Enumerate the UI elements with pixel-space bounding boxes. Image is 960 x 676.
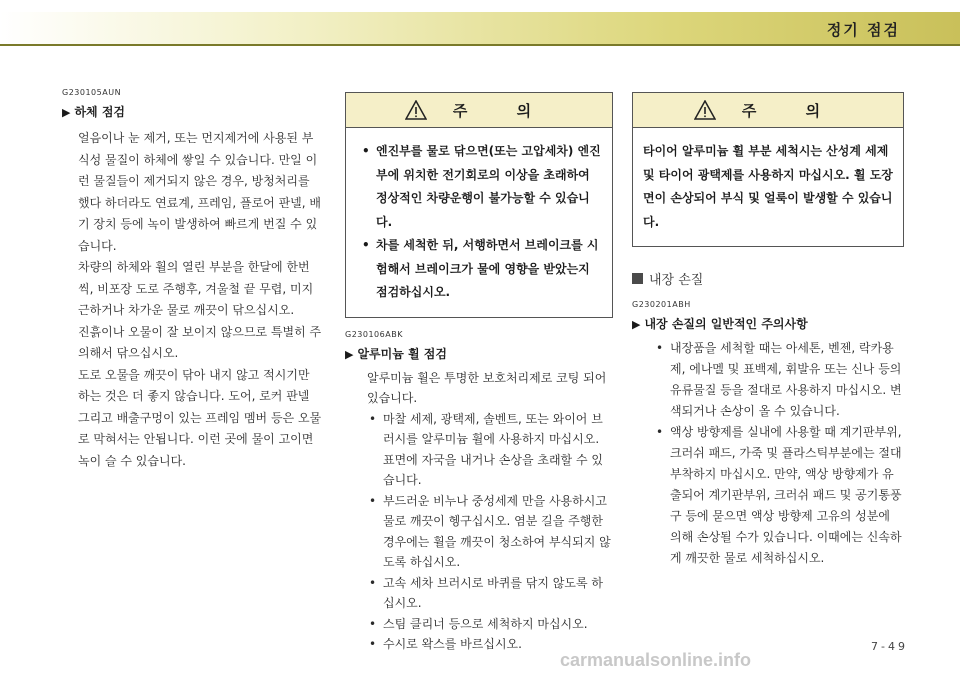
triangle-bullet-icon: ▶ bbox=[632, 318, 641, 331]
warning-triangle-icon bbox=[694, 100, 716, 120]
caution-label: 주 의 bbox=[452, 101, 554, 120]
section-code: G230106ABK bbox=[345, 329, 403, 339]
caution-body bbox=[633, 128, 903, 246]
section-heading bbox=[62, 103, 324, 120]
section-heading-text: 알루미늄 휠 점검 bbox=[357, 346, 447, 361]
page-number: 7-49 bbox=[871, 640, 908, 653]
right-column bbox=[632, 92, 904, 569]
caution-item: • 엔진부를 물로 닦으면(또는 고압세차) 엔진부에 위치한 전기회로의 이상을 초래하여 정상적인 차량운행이 불가능할 수 있습니다. bbox=[360, 140, 602, 234]
square-bullet-icon bbox=[632, 273, 643, 284]
list-item: • 내장품을 세척할 때는 아세톤, 벤젠, 락카용제, 에나멜 및 표백제, 휘발유 또는 신나 등의 유류물질 등을 절대로 사용하지 마십시오. 변색되거나 손상이 올 수 있습니다. bbox=[654, 338, 904, 422]
caution-body bbox=[346, 128, 612, 317]
section-code: G230201ABH bbox=[632, 300, 691, 309]
list-item: • 고속 세차 브러시로 바퀴를 닦지 않도록 하십시오. bbox=[367, 573, 613, 614]
list-item: • 부드러운 비누나 중성세제 만을 사용하시고 물로 깨끗이 헹구십시오. 염분 길을 주행한 경우에는 휠을 깨끗이 청소하여 부식되지 않도록 하십시오. bbox=[367, 491, 613, 573]
paragraph: 도로 오물을 깨끗이 닦아 내지 않고 적시기만 하는 것은 더 좋지 않습니다. 도어, 로커 판넬 그리고 배출구멍이 있는 프레임 멤버 등은 오물로 막혀서는 안됩니다. 이런 곳에 물이 고이면 녹이 슬 수 있습니다. bbox=[78, 367, 322, 468]
list-item: • 마찰 세제, 광택제, 솔벤트, 또는 와이어 브러시를 알루미늄 휠에 사용하지 마십시오. 표면에 자국을 내거나 손상을 초래할 수 있습니다. bbox=[367, 409, 613, 491]
triangle-bullet-icon: ▶ bbox=[62, 106, 71, 119]
list-item: • 수시로 왁스를 바르십시오. bbox=[367, 634, 613, 655]
section-title bbox=[632, 269, 904, 288]
section-body bbox=[632, 338, 904, 569]
caution-item: • 차를 세척한 뒤, 서행하면서 브레이크를 시험해서 브레이크가 물에 영향을 받았는지 점검하십시오. bbox=[360, 234, 602, 305]
section-heading-text: 하체 점검 bbox=[74, 105, 126, 119]
caution-text: 타이어 알루미늄 휠 부분 세척시는 산성계 세제 및 타이어 광택제를 사용하지 마십시오. 휠 도장면이 손상되어 부식 및 얼룩이 발생할 수 있습니다. bbox=[643, 144, 893, 229]
list-item: • 스팀 클리너 등으로 세척하지 마십시오. bbox=[367, 614, 613, 635]
caution-box bbox=[345, 92, 613, 318]
watermark-text: carmanualsonline.info bbox=[560, 650, 752, 670]
triangle-bullet-icon: ▶ bbox=[345, 347, 354, 361]
section-body bbox=[62, 128, 324, 472]
section-title-text: 내장 손질 bbox=[649, 273, 704, 288]
header-divider bbox=[0, 44, 960, 46]
paragraph: 차량의 하체와 휠의 열린 부분을 한달에 한번씩, 비포장 도로 주행후, 겨울철 끝 무렵, 미지근하거나 차가운 물로 깨끗이 닦으십시오. bbox=[78, 260, 314, 317]
caution-header bbox=[633, 93, 903, 128]
section-heading bbox=[345, 345, 613, 362]
paragraph: 진흙이나 오물이 잘 보이지 않으므로 특별히 주의해서 닦으십시오. bbox=[78, 324, 322, 360]
middle-column bbox=[345, 92, 613, 655]
section-body bbox=[345, 368, 613, 655]
warning-triangle-icon bbox=[405, 100, 427, 120]
header-band bbox=[0, 12, 960, 44]
caution-label: 주 의 bbox=[741, 101, 843, 120]
section-heading bbox=[632, 315, 904, 332]
caution-header bbox=[346, 93, 612, 128]
paragraph: 얼음이나 눈 제거, 또는 먼지제거에 사용된 부식성 물질이 하체에 쌓일 수 있습니다. 만일 이런 물질들이 제거되지 않은 경우, 방청처리를 했다 하더라도 연료계, 프레임, 플로어 판넬, 배기 장치 등에 녹이 발생하여 빠르게 번질 수 있습니다. bbox=[78, 131, 321, 253]
left-column bbox=[62, 88, 324, 472]
caution-box bbox=[632, 92, 904, 247]
section-heading-text: 내장 손질의 일반적인 주의사항 bbox=[644, 317, 808, 331]
page-header-title: 정기 점검 bbox=[826, 21, 900, 39]
list-item: • 액상 방향제를 실내에 사용할 때 계기판부위, 크러쉬 패드, 가죽 및 플라스틱부분에는 절대 부착하지 마십시오. 만약, 액상 방향제가 유출되어 계기판부위, 크러쉬 패드 및 공기통풍구 등에 묻으면 액상 방향제 고유의 성분에 의해 손상될 수가 있습니다. 이때에는 신속하게 깨끗한 물로 세척하십시오. bbox=[654, 422, 904, 569]
section-code: G230105AUN bbox=[62, 88, 122, 97]
intro-text: 알루미늄 휠은 투명한 보호처리제로 코팅 되어 있습니다. bbox=[367, 370, 607, 405]
